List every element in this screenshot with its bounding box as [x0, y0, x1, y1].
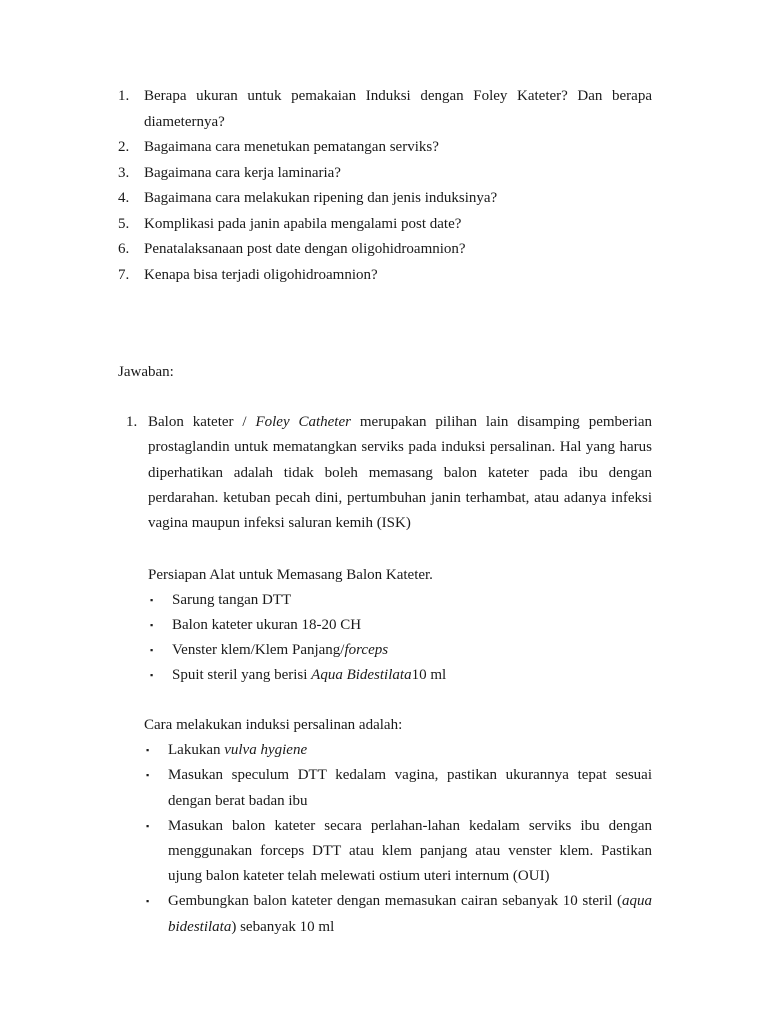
- answer-item-1: [126, 410, 652, 536]
- list-item-text: Masukan speculum DTT kedalam vagina, pastikan ukurannya tepat sesuai dengan berat badan ibu: [168, 767, 652, 809]
- question-item: [118, 135, 652, 161]
- list-item-text: Sarung tangan DTT: [172, 592, 292, 608]
- question-number: 3.: [118, 164, 130, 181]
- bullet-icon: ▪: [150, 645, 154, 655]
- answer-body: [148, 410, 652, 536]
- bullet-list: [144, 738, 652, 940]
- list-item-text-post: ) sebanyak 10 ml: [231, 918, 335, 935]
- list-item-text-post: 10 ml: [411, 667, 447, 683]
- list-item-text: Gembungkan balon kateter dengan memasukan cairan sebanyak 10 steril (: [168, 893, 622, 910]
- question-number: 7.: [118, 266, 130, 283]
- list-item-text: Venster klem/Klem Panjang/: [172, 642, 345, 658]
- question-number: 2.: [118, 139, 130, 155]
- list-item: [148, 588, 652, 613]
- question-text: Komplikasi pada janin apabila mengalami post date?: [144, 215, 462, 232]
- answer-paragraph: [148, 410, 652, 536]
- section-persiapan: [148, 563, 652, 688]
- question-item: [118, 212, 652, 238]
- section-title: Persiapan Alat untuk Memasang Balon Kateter.: [148, 567, 433, 583]
- answer-lead: Balon kateter /: [148, 414, 256, 430]
- section-cara: [144, 713, 652, 940]
- question-item: [118, 263, 652, 289]
- bullet-icon: ▪: [150, 620, 154, 630]
- answer-number: 1.: [126, 414, 138, 430]
- question-item: [118, 237, 652, 263]
- question-list: [118, 84, 652, 288]
- question-number: 4.: [118, 190, 130, 206]
- jawaban-heading: Jawaban:: [118, 364, 174, 380]
- list-item: [144, 738, 652, 763]
- list-item: [148, 638, 652, 663]
- bullet-icon: ▪: [150, 595, 154, 605]
- question-item: [118, 186, 652, 212]
- list-item: [148, 663, 652, 688]
- answer-lead-italic: Foley Catheter: [255, 414, 351, 430]
- question-number: 5.: [118, 215, 130, 232]
- list-item-text: Spuit steril yang berisi: [172, 667, 312, 683]
- list-item-italic: aqua bidestilata: [168, 893, 652, 935]
- section-title: Cara melakukan induksi persalinan adalah:: [144, 717, 403, 733]
- list-item: [144, 814, 652, 890]
- question-text: Bagaimana cara menetukan pematangan serviks?: [144, 139, 439, 155]
- question-text: Bagaimana cara melakukan ripening dan jenis induksinya?: [144, 190, 498, 206]
- bullet-icon: ▪: [146, 770, 150, 781]
- list-item-text: Lakukan: [168, 742, 225, 759]
- list-item-italic: vulva hygiene: [224, 742, 308, 759]
- question-number: 1.: [118, 88, 130, 104]
- question-text: Bagaimana cara kerja laminaria?: [144, 164, 341, 181]
- question-number: 6.: [118, 241, 130, 257]
- list-item: [144, 763, 652, 813]
- bullet-icon: ▪: [146, 896, 150, 907]
- question-item: [118, 161, 652, 187]
- list-item-text: Masukan balon kateter secara perlahan-lahan kedalam serviks ibu dengan menggunakan forceps DTT atau klem panjang atau venster klem. Pastikan ujung balon kateter telah melewati ostium uteri internum (OUI): [168, 817, 652, 885]
- list-item-text: Balon kateter ukuran 18-20 CH: [172, 617, 362, 633]
- question-text: Penatalaksanaan post date dengan oligohidroamnion?: [144, 241, 466, 257]
- list-item-italic: Aqua Bidestilata: [311, 667, 412, 683]
- question-text: Kenapa bisa terjadi oligohidroamnion?: [144, 266, 378, 283]
- bullet-list: [148, 588, 652, 688]
- bullet-icon: ▪: [146, 745, 150, 756]
- list-item: [148, 613, 652, 638]
- question-item: [118, 84, 652, 135]
- question-text: Berapa ukuran untuk pemakaian Induksi dengan Foley Kateter? Dan berapa diameternya?: [144, 88, 652, 130]
- list-item-italic: forceps: [344, 642, 389, 658]
- answer-body-text: merupakan pilihan lain disamping pemberian prostaglandin untuk mematangkan serviks pada induksi persalinan. Hal yang harus diperhatikan adalah tidak boleh memasang balon kateter pada ibu dengan perdarahan. ketuban pecah dini, pertumbuhan janin terhambat, atau adanya infeksi vagina maupun infeksi saluran kemih (ISK): [148, 414, 652, 532]
- bullet-icon: ▪: [150, 670, 154, 680]
- list-item: [144, 889, 652, 939]
- bullet-icon: ▪: [146, 820, 150, 831]
